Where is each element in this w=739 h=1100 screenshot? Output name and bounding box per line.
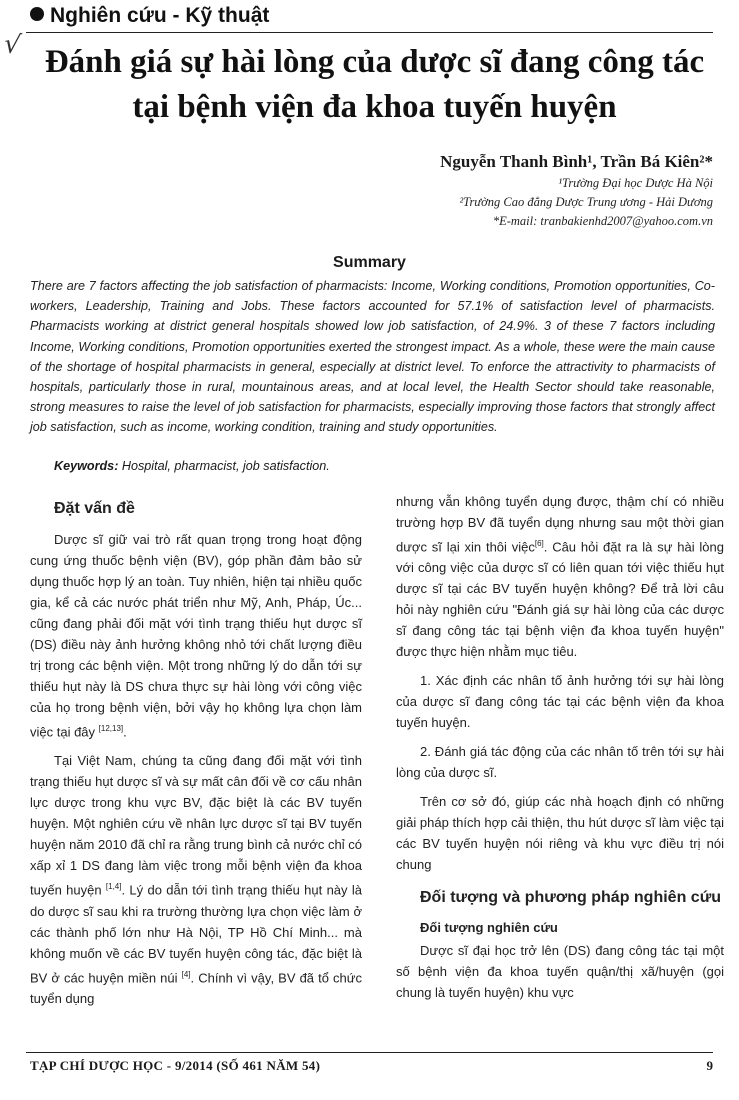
right-p1b-text: . Câu hỏi đặt ra là sự hài lòng với công việc của dược sĩ có liên quan tới việc thiếu hụt dược sĩ tại các BV tuyến huyện không? Để trả lời câu hỏi này nghiên cứu "Đánh giá sự hài lòng của các dược sĩ đang công tác tại bệnh viện đa khoa tuyến huyện" được thực hiện nhằm mục tiêu.: [396, 539, 724, 660]
citation: [6]: [534, 539, 544, 548]
section-heading-methods: Đối tượng và phương pháp nghiên cứu: [420, 889, 722, 907]
right-paragraph-2: Trên cơ sở đó, giúp các nhà hoạch định có những giải pháp thích hợp cải thiện, thu hút dược sĩ làm việc tại các BV tuyến huyện nói riêng và khu vực điều trị nói chung: [396, 794, 724, 873]
subsection-heading-subjects: Đối tượng nghiên cứu: [420, 920, 558, 936]
intro-p2-text: Tại Việt Nam, chúng ta cũng đang đối mặt với tình trạng thiếu hụt dược sĩ và sự mất cân đối về cơ cấu nhân lực dược trong khu vực BV, đặc biệt là các BV tuyến huyện. Một nghiên cứu về nhân lực dược sĩ tại BV tuyến huyện năm 2010 đã chỉ ra rằng trung bình cả nước chỉ có xấp xỉ 1 DS đang làm việc trong mỗi bệnh viện đa khoa tuyến huyện: [30, 753, 362, 898]
section-heading-intro: Đặt vấn đề: [54, 500, 135, 517]
left-column: [30, 490, 362, 1009]
intro-paragraph-2: [30, 750, 362, 1009]
intro-p2c-text: . Chính vì vậy, BV đã tổ chức tuyển dụng: [30, 969, 362, 1006]
citation: [4]: [181, 969, 191, 979]
intro-p1-text: Dược sĩ giữ vai trò rất quan trọng trong hoạt động cung ứng thuốc bệnh viện (BV), góp phần đảm bảo sử dụng thuốc hợp lý an toàn. Tuy nhiên, hiện tại nhiều quốc gia, kể cả các nước phát triển như Mỹ, Anh, Pháp, Úc... cũng đang phải đối mặt với tình trạng thiếu hụt dược sĩ (DS) điều này ảnh hưởng không nhỏ tới chất lượng điều trị trong các bệnh viện. Một trong những lý do dẫn tới sự thiếu hụt này là DS chưa thực sự hài lòng với công việc của họ trong bệnh viện, bởi vậy họ không lựa chọn làm việc tại đây: [30, 532, 362, 740]
section-label: [30, 4, 269, 28]
author-email: *E-mail: tranbakienhd2007@yahoo.com.vn: [492, 214, 713, 228]
objective-1: 1. Xác định các nhân tố ảnh hưởng tới sự hài lòng của dược sĩ đang công tác tại các bệnh viện đa khoa tuyến huyện.: [396, 673, 724, 731]
bullet-dot-icon: [30, 7, 44, 21]
title-line-1: Đánh giá sự hài lòng của dược sĩ đang công tác: [44, 44, 705, 80]
journal-footer: TẠP CHÍ DƯỢC HỌC - 9/2014 (SỐ 461 NĂM 54): [30, 1058, 321, 1073]
intro-p2b-text: . Lý do dẫn tới tình trạng thiếu hụt này là do dược sĩ sau khi ra trường thường lựa chọn việc làm ở các thành phố lớn như Hà Nội, TP Hồ Chí Minh... mà không muốn về các BV tuyến huyện công tác, đặc biệt là BV ở các huyện miền núi: [30, 882, 362, 985]
right-paragraph-3: Dược sĩ đại học trở lên (DS) đang công tác tại một số bệnh viện đa khoa tuyến quận/thị xã/huyện (gọi chung là tuyến huyện) khu vực: [396, 943, 724, 1001]
summary-text: There are 7 factors affecting the job satisfaction of pharmacists: Income, Working conditions, Promotion opportunities, Co-workers, Leadership, Training and Jobs. These factors accounted for 57.1% of satisfaction level of pharmacists. Pharmacists working at district general hospitals showed low job satisfaction, of 24.9%. 3 of these 7 factors including Income, Working conditions, Promotion opportunities exerted the strongest impact. As a whole, these were the main cause of the shortage of hospital pharmacists in general, especially at district level. To enforce the attractivity to pharmacists of hospitals, particularly those in rural, mountainous areas, and at local level, the Health Sector should take reasonable, strong measures to raise the level of job satisfaction for pharmacists, especially improving those factors that strongly affect job satisfaction, such as income, working condition, training and study opportunities.: [30, 279, 715, 435]
summary-heading: Summary: [333, 254, 406, 271]
check-mark-icon: √: [1, 28, 23, 62]
right-paragraph-1: [396, 491, 724, 662]
header-rule: [26, 32, 713, 33]
affiliation-1: ¹Trường Đại học Dược Hà Nội: [558, 176, 713, 190]
keywords-label: Keywords:: [54, 459, 119, 473]
keywords: [54, 459, 330, 473]
section-label-text: Nghiên cứu - Kỹ thuật: [50, 4, 270, 27]
affiliation-2: ²Trường Cao đẳng Dược Trung ương - Hải Dương: [459, 195, 713, 209]
author-names: Nguyễn Thanh Bình¹, Trần Bá Kiên²*: [440, 152, 713, 171]
article-title: [30, 40, 719, 130]
title-line-2: tại bệnh viện đa khoa tuyến huyện: [132, 89, 617, 125]
footer-rule: [26, 1052, 713, 1053]
page-number: 9: [706, 1058, 713, 1073]
intro-paragraph-1: Dược sĩ giữ vai trò rất quan trọng trong hoạt động cung ứng thuốc bệnh viện (BV), góp phần đảm bảo sử dụng thuốc hợp lý an toàn. Tuy nhiên, hiện tại nhiều quốc gia, kể cả các nước phát triển như Mỹ, Anh, Pháp, Úc... cũng đang phải đối mặt với tình trạng thiếu hụt dược sĩ (DS) điều này ảnh hưởng không nhỏ tới chất lượng điều trị trong các bệnh viện. Một trong những lý do dẫn tới sự thiếu hụt này là DS chưa thực sự hài lòng với công việc của họ trong bệnh viện, bởi vậy họ không lựa chọn làm việc tại đây [12,13].: [30, 532, 362, 740]
keywords-text: Hospital, pharmacist, job satisfaction.: [118, 459, 330, 473]
right-p1-text: nhưng vẫn không tuyển dụng được, thậm chí có nhiều trường hợp BV đã tuyển dụng nhưng sau một thời gian dược sĩ lại xin thôi việc: [396, 494, 724, 555]
right-column: [396, 491, 724, 1003]
citation: [12,13]: [98, 724, 124, 733]
objective-2: 2. Đánh giá tác động của các nhân tố trên tới sự hài lòng của dược sĩ.: [396, 744, 724, 781]
citation: [1,4]: [105, 882, 122, 892]
